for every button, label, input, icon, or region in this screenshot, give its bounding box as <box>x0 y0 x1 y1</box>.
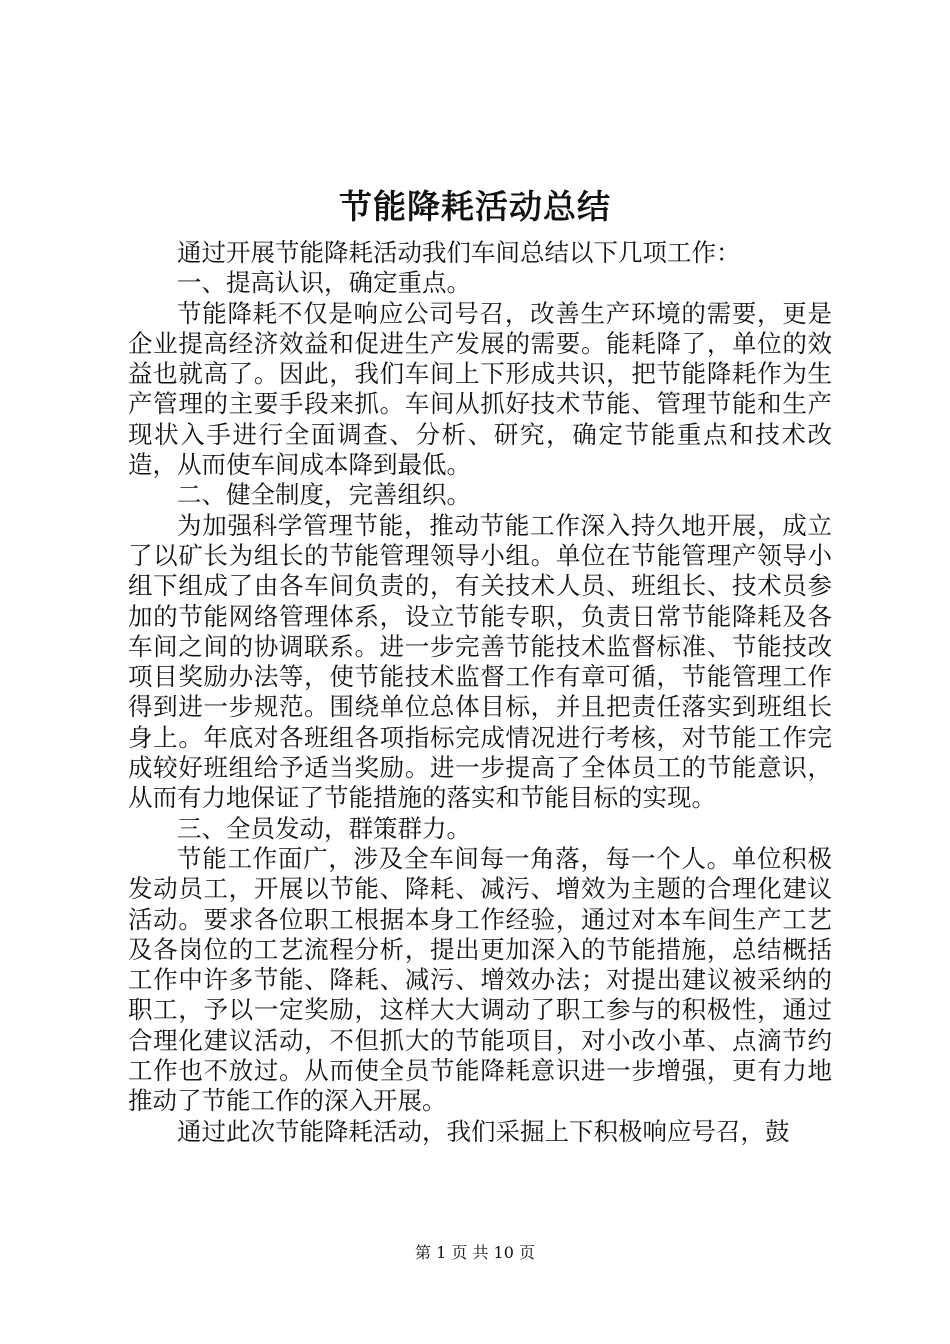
document-title: 节能降耗活动总结 <box>339 187 611 226</box>
page-number-footer: 第 1 页 共 10 页 <box>415 1243 535 1262</box>
section-heading-3: 三、全员发动，群策群力。 <box>177 813 471 843</box>
document-body <box>128 238 832 1147</box>
section-paragraph-2: 为加强科学管理节能，推动节能工作深入持久地开展，成立了以矿长为组长的节能管理领导小组。单位在节能管理产领导小组下组成了由各车间负责的，有关技术人员、班组长、技术员参加的节能网络管理体系，设立节能专职，负责日常节能降耗及各车间之间的协调联系。进一步完善节能技术监督标准、节能技改项目奖励办法等，使节能技术监督工作有章可循，节能管理工作得到进一步规范。围绕单位总体目标，并且把责任落实到班组长身上。年底对各班组各项指标完成情况进行考核，对节能工作完成较好班组给予适当奖励。进一步提高了全体员工的节能意识，从而有力地保证了节能措施的落实和节能目标的实现。 <box>128 510 832 813</box>
section-paragraph-3: 节能工作面广，涉及全车间每一角落，每一个人。单位积极发动员工，开展以节能、降耗、减污、增效为主题的合理化建议活动。要求各位职工根据本身工作经验，通过对本车间生产工艺及各岗位的工艺流程分析，提出更加深入的节能措施，总结概括工作中许多节能、降耗、减污、增效办法；对提出建议被采纳的职工，予以一定奖励，这样大大调动了职工参与的积极性，通过合理化建议活动，不但抓大的节能项目，对小改小革、点滴节约工作也不放过。从而使全员节能降耗意识进一步增强，更有力地推动了节能工作的深入开展。 <box>128 843 832 1116</box>
section-paragraph-1: 节能降耗不仅是响应公司号召，改善生产环境的需要，更是企业提高经济效益和促进生产发展的需要。能耗降了，单位的效益也就高了。因此，我们车间上下形成共识，把节能降耗作为生产管理的主要手段来抓。车间从抓好技术节能、管理节能和生产现状入手进行全面调查、分析、研究，确定节能重点和技术改造，从而使车间成本降到最低。 <box>128 298 832 480</box>
section-heading-1: 一、提高认识，确定重点。 <box>177 268 471 298</box>
intro-paragraph: 通过开展节能降耗活动我们车间总结以下几项工作： <box>177 238 741 267</box>
section-heading-2: 二、健全制度，完善组织。 <box>177 480 471 510</box>
closing-paragraph: 通过此次节能降耗活动，我们采掘上下积极响应号召，鼓 <box>177 1116 790 1146</box>
